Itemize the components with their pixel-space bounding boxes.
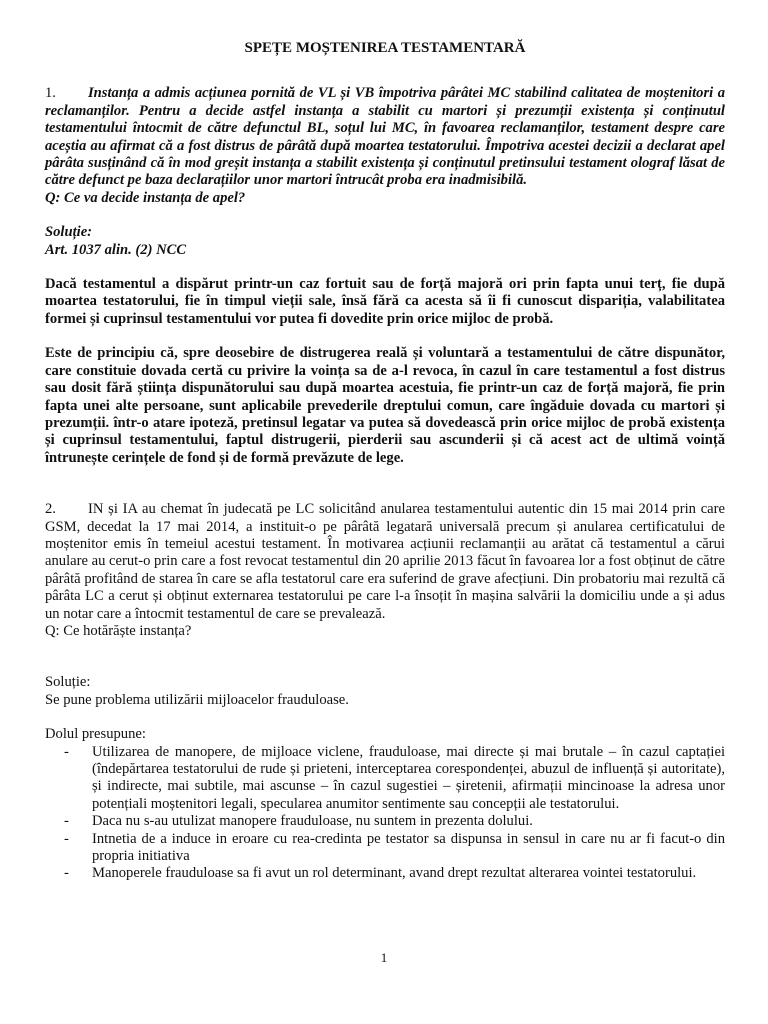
- case-1-question: Q: Ce va decide instanța de apel?: [45, 189, 246, 206]
- dash-bullet: -: [64, 830, 69, 847]
- case-2-dol-label: Dolul presupune:: [45, 726, 146, 743]
- document-body: [45, 40, 725, 883]
- list-item-text: Intnetia de a induce in eroare cu rea-credinta pe testator sa dispunsa in sensul in care nu ar fi facut-o din propria initiativa: [92, 830, 725, 865]
- case-2-solution-text: Se pune problema utilizării mijloacelor frauduloase.: [45, 691, 349, 708]
- list-item-text: Daca nu s-au utulizat manopere frauduloase, nu suntem in prezenta dolului.: [92, 813, 533, 830]
- dash-bullet: -: [64, 743, 69, 760]
- case-2-number: 2.: [45, 501, 56, 518]
- case-2-statement: [45, 501, 725, 623]
- dash-bullet: -: [64, 813, 69, 830]
- page-number: 1: [380, 950, 388, 965]
- case-1-paragraph-2: Este de principiu că, spre deosebire de distrugerea reală și voluntară a testamentului de către dispunător, care constituie dovada certă cu privire la voința sa de a-l revoca, în cazul în care testamentul a fost distrus sau dosit fără știința dispunătorului sau după moartea acestuia, fie printr-un caz de forță majoră, fie prin fapta unei alte persoane, sunt aplicabile prevederile dreptului comun, care îngăduie dovada cu martori și prezumții. într-o atare ipoteză, pretinsul legatar va putea să dovedească prin orice mijloc de probă existența și cuprinsul testamentului, faptul distrugerii, pierderii sau ascunderii și că acest act de ultimă voință întrunește cerințele de fond și de formă prevăzute de lege.: [45, 345, 725, 466]
- case-1-article: Art. 1037 alin. (2) NCC: [45, 241, 187, 258]
- case-1-paragraph-1: Dacă testamentul a dispărut printr-un caz fortuit sau de forță majoră ori prin fapta unui terț, fie după moartea testatorului, fie în timpul vieții sale, însă fără ca acesta să îi fi cunoscut dispariția, valabilitatea formei și cuprinsul testamentului vor putea fi dovedite prin orice mijloc de probă.: [45, 276, 725, 327]
- list-item-text: Manoperele frauduloase sa fi avut un rol determinant, avand drept rezultat alterarea vointei testatorului.: [92, 865, 697, 882]
- case-1-solution-label: Soluție:: [45, 224, 93, 241]
- case-1-statement: [45, 85, 725, 189]
- case-1-statement-text: Instanța a admis acțiunea pornită de VL și VB împotriva pârâtei MC stabilind calitatea de moștenitori a reclamanților. Pentru a decide astfel instanța a stabilit cu martori și prezumții existența și conținutul testamentului întocmit de către defunctul BL, soțul lui MC, în favoarea reclamanților, testament despre care aceștia au afirmat că a fost distrus de pârâtă după moartea testatorului. Împotriva acestei decizii a declarat apel pârâta susținând că în mod greșit instanța a stabilit existența și conținutul pretinsului testament olograf lăsat de către defunct pe baza declarațiilor unor martori întrucât proba era inadmisibilă.: [45, 85, 725, 189]
- list-item: [45, 813, 725, 830]
- case-1: [45, 85, 725, 467]
- list-item: [45, 831, 725, 866]
- case-2-question: Q: Ce hotărăște instanța?: [45, 622, 192, 639]
- case-2: [45, 501, 725, 883]
- list-item-text: Utilizarea de manopere, de mijloace viclene, frauduloase, mai directe și mai brutale – în cazul captației (îndepărtarea testatorului de rude și prieteni, interceptarea corespondenței, abuzul de influență și autoritate), și indirecte, mai subtile, mai ascunse – în cazul sugestiei – șiretenii, afirmații mincinoase la adresa unor potențiali moștenitori legali, specularea anumitor sentimente sau concepții ale testatorului.: [92, 743, 725, 812]
- list-item: [45, 865, 725, 882]
- dol-conditions-list: [45, 744, 725, 883]
- document-title: SPEȚE MOȘTENIREA TESTAMENTARĂ: [244, 40, 526, 56]
- case-2-solution-label: Soluție:: [45, 674, 91, 691]
- list-item: [45, 744, 725, 814]
- case-1-number: 1.: [45, 85, 56, 102]
- case-2-statement-text: IN și IA au chemat în judecată pe LC solicitând anularea testamentului autentic din 15 mai 2014 prin care GSM, decedat la 17 mai 2014, a instituit-o pe pârâtă legatară universală precum și anularea certificatului de moștenitor emis în temeiul acestui testament. În motivarea acțiunii reclamanții au arătat că testamentul a cărui anulare au cerut-o prin care a fost revocat testamentul din 20 aprilie 2013 făcut în favoarea lor a fost obținut de către pârâtă profitând de starea în care se afla testatorul care era suferind de grave afecțiuni. Din probatoriu mai rezultă că pârâta LC a cerut și obținut externarea testatorului pe care l-a însoțit în mașina salvării la domiciliu unde a și adus un notar care a întocmit testamentul de care se prevalează.: [45, 501, 725, 622]
- dash-bullet: -: [64, 865, 69, 882]
